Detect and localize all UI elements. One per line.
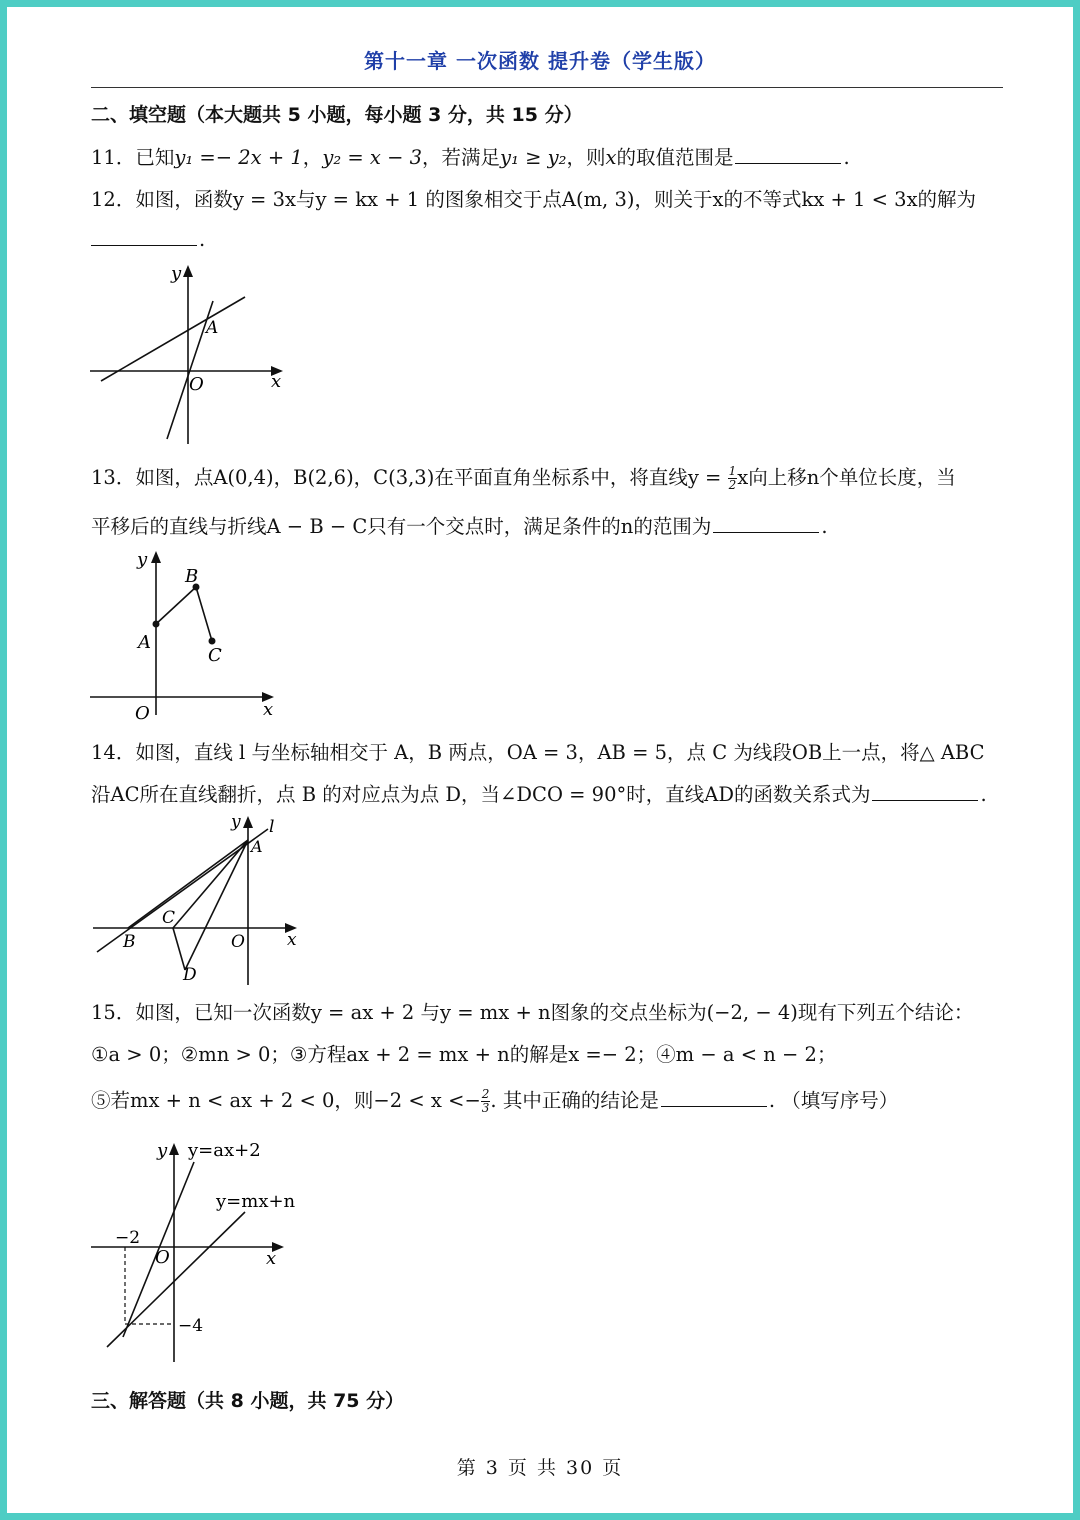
- point-a-label: A: [206, 318, 219, 338]
- q11-num: 11．已知: [91, 146, 175, 169]
- header-rule: [91, 87, 1003, 88]
- q14-line2-text: 沿AC所在直线翻折，点 B 的对应点为点 D，当∠DCO = 90°时，直线AD的函数关系式为: [91, 783, 871, 806]
- point-a-label: A: [138, 632, 151, 653]
- question-13-line1: [91, 462, 956, 492]
- y-axis-label: y: [157, 1140, 168, 1161]
- point-d-label: D: [183, 965, 197, 985]
- q11-sep: ，: [302, 146, 323, 169]
- q13-part1: 13．如图，点A(0,4)，B(2,6)，C(3,3)在平面直角坐标系中，将直线y =: [91, 466, 728, 489]
- frac-den: 3: [481, 1101, 490, 1115]
- line-2-label: y=mx+n: [216, 1191, 296, 1212]
- q11-end1: ，则: [566, 146, 606, 169]
- point-c-label: C: [162, 908, 176, 928]
- question-14-line1: 14．如图，直线 l 与坐标轴相交于 A，B 两点，OA = 3，AB = 5，点 C 为线段OB上一点，将△ ABC: [91, 741, 985, 764]
- x-axis-label: x: [263, 699, 274, 720]
- q11-mid: ，若满足: [422, 146, 501, 169]
- q13-line2-text: 平移后的直线与折线A − B − C只有一个交点时，满足条件的n的范围为: [91, 515, 712, 538]
- q15-line3-a: ⑤若mx + n < ax + 2 < 0，则−2 < x <−: [91, 1089, 481, 1112]
- x-axis-label: x: [266, 1248, 277, 1269]
- q11-end2: 的取值范围是: [616, 146, 734, 169]
- answer-blank[interactable]: [661, 1088, 767, 1107]
- question-12-line2: [91, 227, 205, 251]
- q11-tail: .: [843, 146, 850, 169]
- point-a-label: A: [251, 837, 263, 856]
- answer-blank[interactable]: [713, 514, 819, 533]
- section-3-title: 三、解答题（共 8 小题，共 75 分）: [91, 1390, 405, 1412]
- q15-line3-c: . （填写序号）: [768, 1089, 899, 1112]
- line-1-label: y=ax+2: [188, 1140, 261, 1161]
- question-15-line2: ①a > 0；②mn > 0；③方程ax + 2 = mx + n的解是x =− 2；④m − a < n − 2；: [91, 1043, 837, 1066]
- fraction-one-half: [728, 465, 738, 492]
- question-15-line1: 15．如图，已知一次函数y = ax + 2 与y = mx + n图象的交点坐标为(−2, − 4)现有下列五个结论：: [91, 1001, 974, 1024]
- line-l-label: l: [269, 817, 275, 837]
- frac-num: 1: [728, 464, 737, 478]
- point-b-label: B: [123, 932, 136, 952]
- y-axis-label: y: [171, 263, 182, 284]
- question-13-line2: [91, 511, 828, 539]
- tick-minus-2-label: −2: [115, 1228, 141, 1248]
- point-b-label: B: [185, 566, 199, 587]
- y-axis-label: y: [231, 812, 241, 832]
- page-header: 第十一章 一次函数 提升卷（学生版）: [364, 49, 716, 73]
- section-2-title: 二、填空题（本大题共 5 小题，每小题 3 分，共 15 分）: [91, 104, 583, 126]
- question-12-line1: 12．如图，函数y = 3x与y = kx + 1 的图象相交于点A(m, 3)，则关于x的不等式kx + 1 < 3x的解为: [91, 188, 977, 211]
- q13-figure: [85, 545, 285, 725]
- page-footer: 第 3 页 共 30 页: [456, 1457, 624, 1479]
- q14-tail: .: [980, 783, 987, 806]
- origin-label: O: [189, 374, 204, 395]
- q11-cond: y₁ ≥ y₂: [500, 146, 567, 169]
- q12-figure: [85, 259, 295, 449]
- question-15-line3: [91, 1085, 898, 1115]
- answer-blank[interactable]: [91, 227, 197, 246]
- q13-tail: .: [821, 515, 828, 538]
- x-axis-label: x: [271, 371, 282, 392]
- q15-line3-b: . 其中正确的结论是: [490, 1089, 659, 1112]
- q11-eq2: y₂ = x − 3: [322, 146, 423, 169]
- tick-minus-4-label: −4: [178, 1316, 204, 1336]
- q12-tail: .: [199, 228, 206, 251]
- answer-blank[interactable]: [735, 145, 841, 164]
- answer-blank[interactable]: [872, 782, 978, 801]
- origin-label: O: [231, 932, 245, 952]
- q15-figure: [85, 1132, 315, 1367]
- fraction-two-thirds: [481, 1088, 491, 1115]
- frac-den: 2: [728, 478, 737, 492]
- origin-label: O: [135, 703, 150, 724]
- x-axis-label: x: [287, 930, 297, 950]
- q11-eq1: y₁ =− 2x + 1: [174, 146, 303, 169]
- point-c-label: C: [208, 645, 222, 666]
- question-14-line2: [91, 779, 987, 807]
- q14-figure: [85, 807, 305, 989]
- question-11: [91, 142, 850, 170]
- frac-num: 2: [481, 1087, 490, 1101]
- q13-part2: x向上移n个单位长度，当: [737, 466, 956, 489]
- origin-label: O: [155, 1247, 170, 1268]
- y-axis-label: y: [137, 549, 148, 570]
- q11-var: x: [605, 146, 617, 169]
